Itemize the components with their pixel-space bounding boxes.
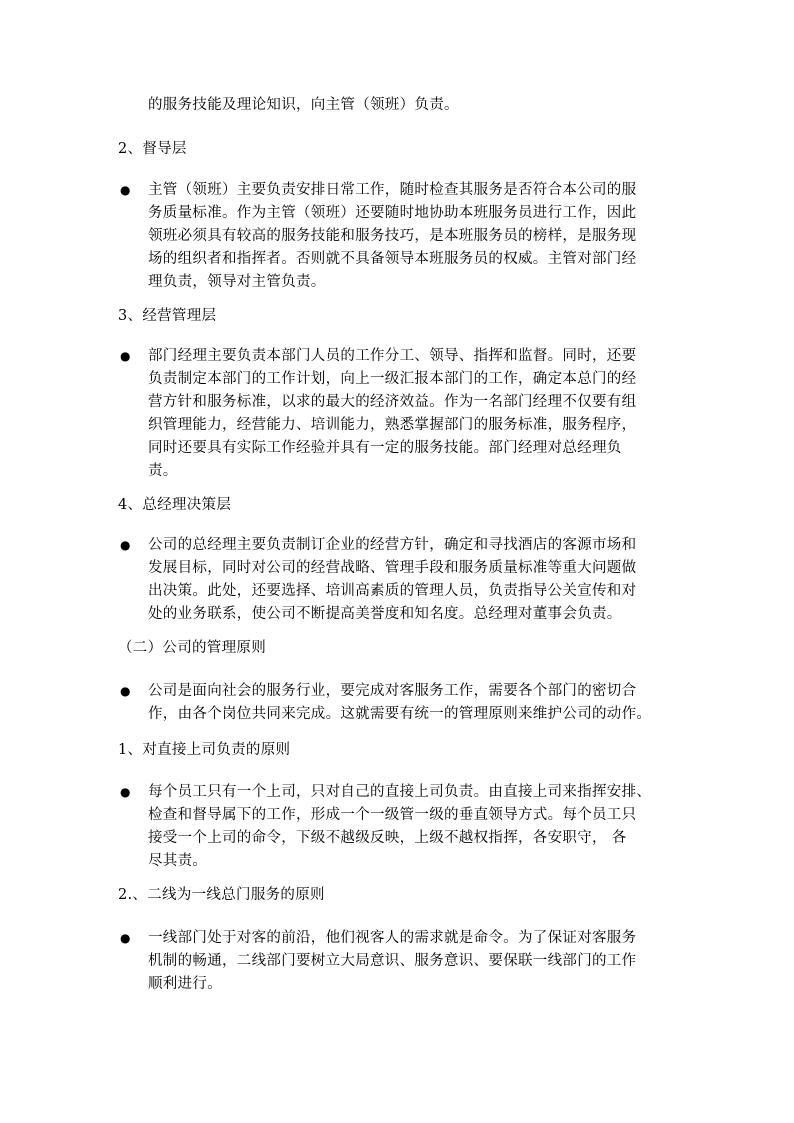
bullet-icon: ● <box>120 183 131 197</box>
section-heading-supervision: 2、督导层 <box>118 141 187 157</box>
bullet-icon: ● <box>120 349 131 363</box>
bullet-icon: ● <box>120 931 131 945</box>
paragraph-line: 主管（领班）主要负责安排日常工作，随时检查其服务是否符合本公司的服 <box>148 182 637 198</box>
bullet-icon: ● <box>120 538 131 552</box>
paragraph-line: 接受一个上司的命令，下级不越级反映，上级不越权指挥，各安职守， 各 <box>148 830 627 846</box>
paragraph-line: 部门经理主要负责本部门人员的工作分工、领导、指挥和监督。同时，还要 <box>148 348 637 364</box>
paragraph-line: 领班必须具有较高的服务技能和服务技巧，是本班服务员的榜样，是服务现 <box>148 228 637 244</box>
paragraph-line: 营方针和服务标准，以求的最大的经济效益。作为一名部门经理不仅要有组 <box>148 394 637 410</box>
paragraph-line: 作，由各个岗位共同来完成。这就需要有统一的管理原则来维护公司的动作。 <box>148 706 652 722</box>
paragraph-line: 一线部门处于对客的前沿，他们视客人的需求就是命令。为了保证对客服务 <box>148 930 637 946</box>
bullet-icon: ● <box>120 785 131 799</box>
paragraph-line: 织管理能力，经营能力、培训能力，熟悉掌握部门的服务标准，服务程序， <box>148 417 637 433</box>
section-heading-principle-1: 1、对直接上司负责的原则 <box>118 742 291 758</box>
section-heading-management: 3、经营管理层 <box>118 308 217 324</box>
paragraph-line: 务质量标准。作为主管（领班）还要随时地协助本班服务员进行工作，因此 <box>148 205 637 221</box>
section-heading-executive: 4、总经理决策层 <box>118 497 232 513</box>
paragraph-line: 发展目标，同时对公司的经营战略、管理手段和服务质量标准等重大问题做 <box>148 560 637 576</box>
paragraph-line: 负责制定本部门的工作计划，向上一级汇报本部门的工作，确定本总门的经 <box>148 371 637 387</box>
paragraph-line: 检查和督导属下的工作，形成一个一级管一级的垂直领导方式。每个员工只 <box>148 807 637 823</box>
paragraph-line: 责。 <box>148 463 178 479</box>
section-heading-principle-2: 2.、二线为一线总门服务的原则 <box>118 887 325 903</box>
paragraph-line: 理负责，领导对主管负责。 <box>148 274 326 290</box>
paragraph-line: 每个员工只有一个上司，只对自己的直接上司负责。由直接上司来指挥安排、 <box>148 784 652 800</box>
paragraph-line: 尽其责。 <box>148 853 208 869</box>
section-heading-principles: （二）公司的管理原则 <box>118 640 266 656</box>
paragraph-line: 同时还要具有实际工作经验并具有一定的服务技能。部门经理对总经理负 <box>148 440 622 456</box>
paragraph-line: 处的业务联系，使公司不断提高美誉度和知名度。总经理对董事会负责。 <box>148 606 622 622</box>
paragraph-line: 场的组织者和指挥者。否则就不具备领导本班服务员的权威。主管对部门经 <box>148 251 637 267</box>
intro-line: 的服务技能及理论知识，向主管（领班）负责。 <box>148 97 459 113</box>
bullet-icon: ● <box>120 684 131 698</box>
paragraph-line: 机制的畅通，二线部门要树立大局意识、服务意识、要保联一线部门的工作 <box>148 953 637 969</box>
paragraph-line: 公司的总经理主要负责制订企业的经营方针，确定和寻找酒店的客源市场和 <box>148 537 637 553</box>
paragraph-line: 公司是面向社会的服务行业，要完成对客服务工作，需要各个部门的密切合 <box>148 683 637 699</box>
paragraph-line: 顺利进行。 <box>148 976 222 992</box>
paragraph-line: 出决策。此处，还要选择、培训高素质的管理人员，负责指导公关宣传和对 <box>148 583 637 599</box>
